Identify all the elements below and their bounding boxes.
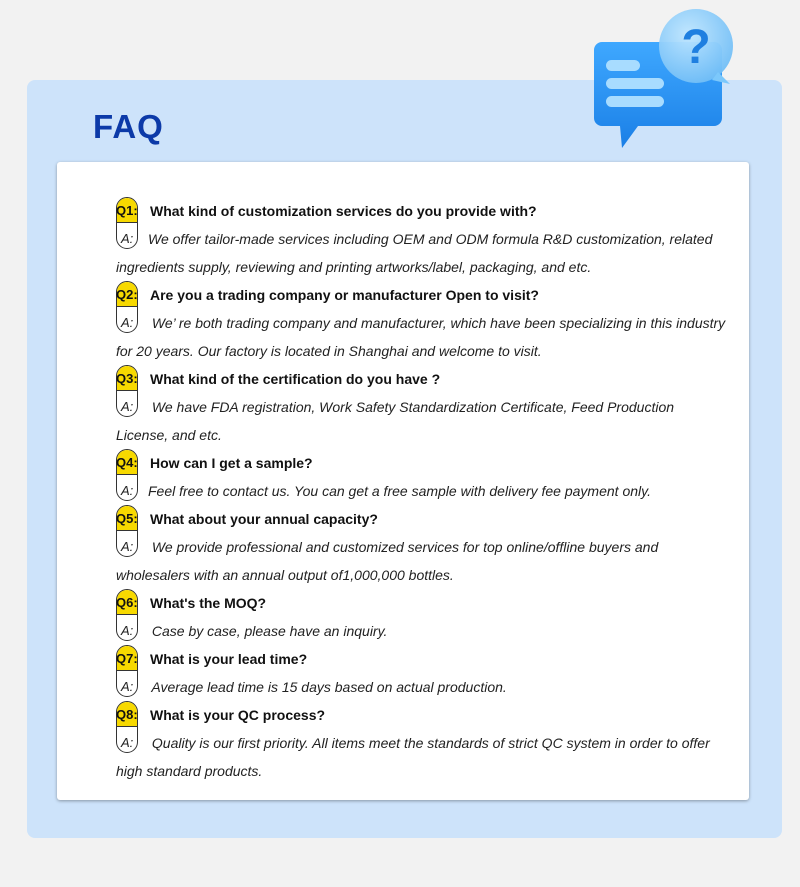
svg-text:?: ? [681,21,711,74]
faq-item-3 [116,365,728,449]
question-text: What about your annual capacity? [150,511,378,527]
answer-block [116,673,728,701]
faq-item-6 [116,589,728,645]
question-text: What is your QC process? [150,707,326,723]
question-label: Q5: [116,511,138,526]
answer-block [116,729,728,785]
answer-text: We have FDA registration, Work Safety Standardization Certificate, Feed Production License, and etc. [116,399,675,443]
question-text: What kind of customization services do you provide with? [150,203,537,219]
answer-text: We’ re both trading company and manufacturer, which have been specializing in this industry for 20 years. Our factory is located in Shanghai and welcome to visit. [116,315,726,359]
answer-text: We provide professional and customized services for top online/offline buyers and wholesalers with an annual output of1,000,000 bottles. [116,539,659,583]
question-text: How can I get a sample? [150,455,313,471]
faq-item-8 [116,701,728,785]
answer-block [116,617,728,645]
question-label: Q4: [116,455,138,470]
answer-text: Average lead time is 15 days based on actual production. [148,679,507,695]
answer-label: A: [121,315,134,330]
answer-block [116,225,728,281]
question-label: Q3: [116,371,138,386]
page-title: FAQ [93,108,164,145]
answer-text: We offer tailor-made services including OEM and ODM formula R&D customization, related ingredients supply, reviewing and printing artworks/label, packaging, and etc. [116,231,713,275]
answer-block [116,393,728,449]
faq-item-4 [116,449,728,505]
question-label: Q8: [116,707,138,722]
faq-item-2 [116,281,728,365]
answer-label: A: [121,735,134,750]
faq-item-5 [116,505,728,589]
question-label: Q2: [116,287,138,302]
question-label: Q7: [116,651,138,666]
question-label: Q1: [116,203,138,218]
question-text: What kind of the certification do you have ? [150,371,441,387]
answer-label: A: [121,483,134,498]
answer-label: A: [121,679,134,694]
answer-block [116,533,728,589]
question-chat-bubble-icon [586,6,741,156]
answer-label: A: [121,623,134,638]
faq-list [116,197,728,785]
question-text: What's the MOQ? [150,595,267,611]
answer-label: A: [121,231,134,246]
answer-text: Case by case, please have an inquiry. [148,623,388,639]
answer-label: A: [121,539,134,554]
answer-block [116,477,728,505]
faq-item-7 [116,645,728,701]
faq-item-1 [116,197,728,281]
question-label: Q6: [116,595,138,610]
question-text: Are you a trading company or manufacturer Open to visit? [150,287,539,303]
answer-text: Feel free to contact us. You can get a free sample with delivery fee payment only. [148,483,651,499]
answer-block [116,309,728,365]
answer-text: Quality is our first priority. All items meet the standards of strict QC system in order to offer high standard products. [116,735,710,779]
question-text: What is your lead time? [150,651,308,667]
answer-label: A: [121,399,134,414]
